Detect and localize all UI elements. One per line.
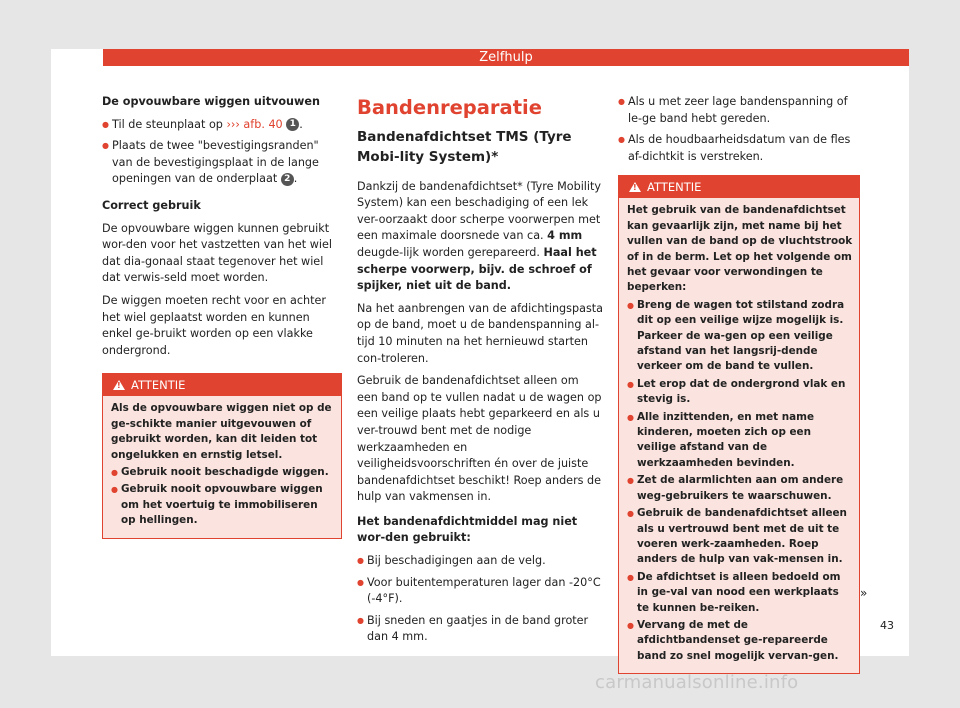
section-title: Zelfhulp xyxy=(479,50,533,65)
page-number: 43 xyxy=(880,619,894,632)
warning-bullet: ● Vervang de met de afdichtbandenset ge-repareerde band zo snel mogelijk vervan-gen. xyxy=(627,618,853,664)
intro-paragraph: Dankzij de bandenafdichtset* (Tyre Mobility System) kan een beschadiging of een lek ver-oorzaakt door scherpe voorwerpen met een maximale doorsnede van ca. 4 mm deugde-lijk worden gerepareerd. Haal het scherpe voorwerp, bijv. de schroef of spijker, niet uit de band. xyxy=(357,179,602,293)
warning-bullet: ● Breng de wagen tot stilstand zodra dit op een veilige wijze mogelijk is. Parkeer de wa-gen op een veilige afstand van het langsrij-dende verkeer om de band te vullen. xyxy=(627,298,853,375)
warning-header: ! ATTENTIE xyxy=(619,176,859,198)
chapter-title: Bandenreparatie xyxy=(357,96,542,119)
warning-bullet: ● Gebruik de bandenafdichtset alleen als u vertrouwd bent met de uit te voeren werk-zaamheden. Roep anders de hulp van vak-mensen in. xyxy=(627,506,853,568)
figure-reference-link[interactable]: ››› afb. 40 xyxy=(226,117,283,131)
list-item: ● Bij beschadigingen aan de velg. xyxy=(357,553,603,570)
callout-2: 2 xyxy=(281,173,294,186)
watermark: carmanualsonline.info xyxy=(595,672,799,693)
warning-body xyxy=(103,396,341,537)
warning-bullet: ● Gebruik nooit beschadigde wiggen. xyxy=(111,465,335,480)
column-3 xyxy=(618,94,860,674)
warning-box-sealant xyxy=(618,175,860,674)
warning-bullet: ● Gebruik nooit opvouwbare wiggen om het voertuig te immobiliseren op hellingen. xyxy=(111,482,335,528)
correct-use-paragraph-2: De wiggen moeten recht voor en achter het wiel geplaatst worden en kunnen enkel ge-bruikt worden op een vlakke ondergrond. xyxy=(102,293,326,357)
step-1: ● Til de steunplaat op ››› afb. 40 1 . xyxy=(102,117,342,134)
warning-bullet: ● De afdichtset is alleen bedoeld om in ge-val van nood een werkplaats te kunnen be-reiken. xyxy=(627,570,853,616)
warning-box-wedges xyxy=(102,373,342,538)
warning-text: Het gebruik van de bandenafdichtset kan gevaarlijk zijn, met name bij het vullen van de band op de vluchtstrook of in de berm. Let op het volgende om het gevaar voor verwondingen te beperken: xyxy=(627,204,853,294)
warning-triangle-icon: ! xyxy=(629,182,641,192)
correct-use-heading: Correct gebruik xyxy=(102,198,201,212)
warning-bullet: ● Alle inzittenden, en met name kinderen, moeten zich op een veilige afstand van de werkzaamheden bevinden. xyxy=(627,410,853,472)
column-2 xyxy=(357,94,603,651)
list-item: ● Als de houdbaarheidsdatum van de fles af-dichtkit is verstreken. xyxy=(618,132,860,165)
list-item: ● Als u met zeer lage bandenspanning of le-ge band hebt gereden. xyxy=(618,94,860,127)
usage-paragraph: Gebruik de bandenafdichtset alleen om een band op te vullen nadat u de wagen op een veilige plaats hebt geparkeerd en als u ver-trouwd bent met de nodige werkzaamheden en veiligheidsvoorschriften én over de juiste bandenafdichtset beschikt! Roep anders de hulp van vakmensen in. xyxy=(357,374,602,504)
warning-header: ! ATTENTIE xyxy=(103,374,341,396)
pressure-check-paragraph: Na het aanbrengen van de afdichtingspasta op de band, moet u de bandenspanning al-tijd 10 minuten na het hernieuwd starten con-troleren. xyxy=(357,301,604,365)
warning-body xyxy=(619,198,859,673)
continued-mark: » xyxy=(860,586,868,600)
list-item: ● Bij sneden en gaatjes in de band groter dan 4 mm. xyxy=(357,613,603,646)
warning-text: Als de opvouwbare wiggen niet op de ge-schikte manier uitgevouwen of gebruikt worden, kan dit leiden tot ongelukken en ernstig letsel. xyxy=(111,402,332,461)
fold-wedges-heading: De opvouwbare wiggen uitvouwen xyxy=(102,95,320,108)
warning-triangle-icon: ! xyxy=(113,380,125,390)
section-header xyxy=(51,49,909,66)
list-item: ● Voor buitentemperaturen lager dan -20°C (-4°F). xyxy=(357,575,603,608)
callout-1: 1 xyxy=(286,118,299,131)
correct-use-paragraph-1: De opvouwbare wiggen kunnen gebruikt wor-den voor het vastzetten van het wiel dat dia-gonaal staat tegenover het wiel dat verwis-seld moet worden. xyxy=(102,221,332,285)
column-1 xyxy=(102,94,342,539)
section-subtitle: Bandenafdichtset TMS (Tyre Mobi-lity System)* xyxy=(357,128,572,165)
not-allowed-heading: Het bandenafdichtmiddel mag niet wor-den gebruikt: xyxy=(357,514,578,545)
warning-bullet: ● Zet de alarmlichten aan om andere weg-gebruikers te waarschuwen. xyxy=(627,473,853,504)
warning-bullet: ● Let erop dat de ondergrond vlak en stevig is. xyxy=(627,377,853,408)
step-2: ● Plaats de twee "bevestigingsranden" van de bevestigingsplaat in de lange openingen van de onderplaat 2 . xyxy=(102,138,342,188)
